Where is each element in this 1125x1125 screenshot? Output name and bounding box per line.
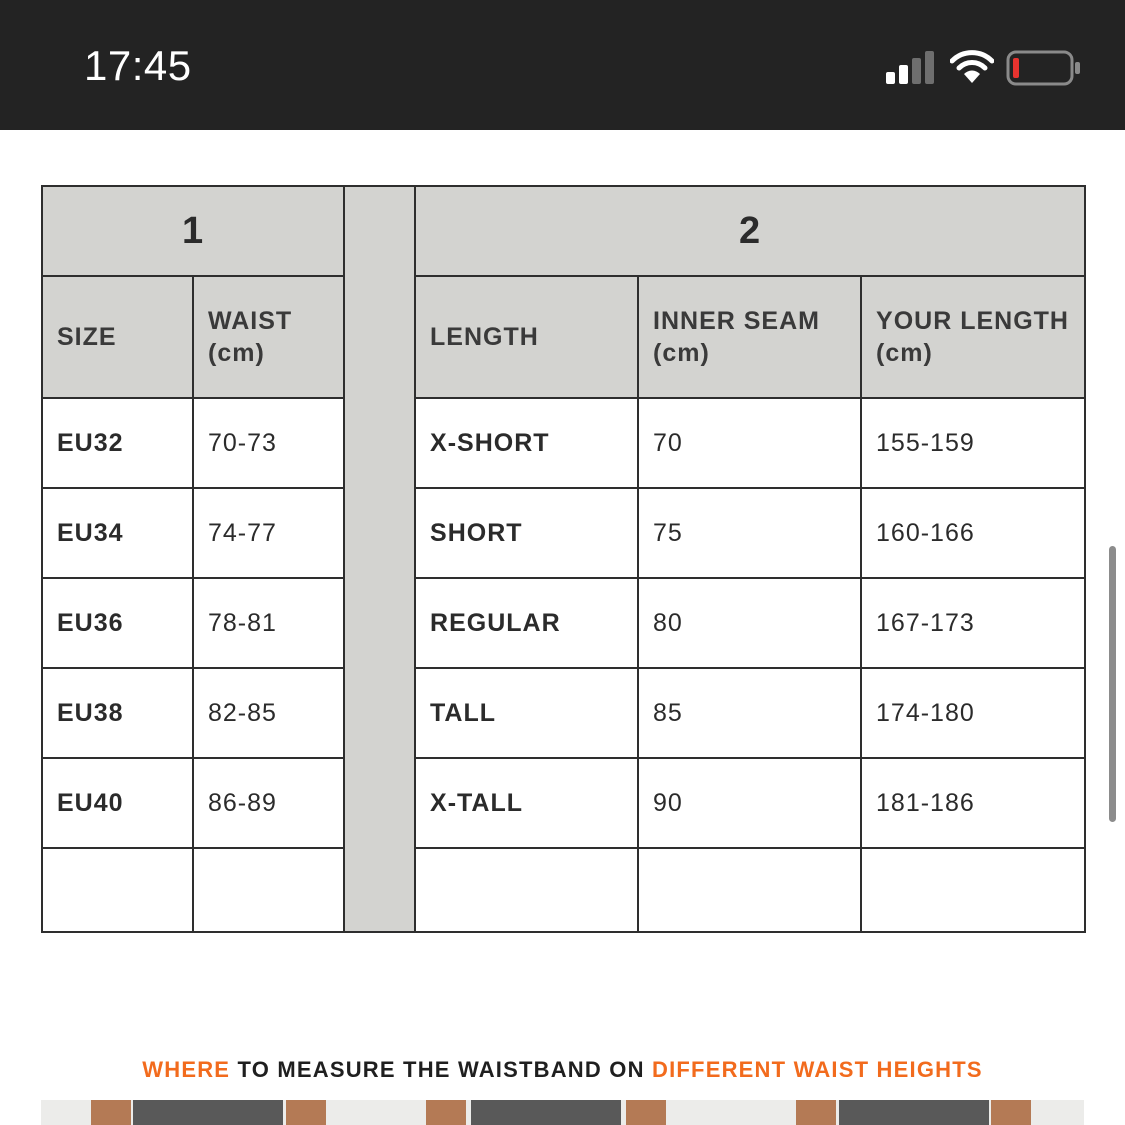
size-cell: EU38 — [42, 668, 193, 758]
waist-column-header: WAIST (cm) — [193, 276, 344, 398]
length-cell: X-TALL — [415, 758, 638, 848]
model-photo-high-waist — [81, 1100, 341, 1125]
empty-cell — [42, 848, 193, 932]
size-cell: EU36 — [42, 578, 193, 668]
column-header-row — [42, 276, 1085, 398]
empty-cell — [861, 848, 1085, 932]
size-cell: EU40 — [42, 758, 193, 848]
empty-cell — [415, 848, 638, 932]
group-2-header: 2 — [415, 186, 1085, 276]
waist-cell: 78-81 — [193, 578, 344, 668]
length-cell: REGULAR — [415, 578, 638, 668]
size-column-header: SIZE — [42, 276, 193, 398]
size-chart-table — [41, 185, 1086, 933]
your-length-column-header: YOUR LENGTH (cm) — [861, 276, 1085, 398]
column-divider — [344, 186, 415, 932]
battery-low-icon — [1006, 50, 1082, 86]
inner-seam-cell: 90 — [638, 758, 861, 848]
empty-cell — [638, 848, 861, 932]
length-cell: TALL — [415, 668, 638, 758]
length-cell: SHORT — [415, 488, 638, 578]
waist-cell: 70-73 — [193, 398, 344, 488]
page-scrollbar[interactable] — [1109, 546, 1116, 822]
caption-accent-where: WHERE — [142, 1057, 231, 1082]
caption-accent-heights: DIFFERENT WAIST HEIGHTS — [652, 1057, 983, 1082]
inner-seam-cell: 70 — [638, 398, 861, 488]
waist-height-photo-strip — [41, 1100, 1084, 1125]
size-cell: EU32 — [42, 398, 193, 488]
table-row — [42, 758, 1085, 848]
size-cell: EU34 — [42, 488, 193, 578]
wifi-icon — [950, 49, 994, 85]
inner-seam-cell: 75 — [638, 488, 861, 578]
inner-seam-cell: 85 — [638, 668, 861, 758]
table-row — [42, 488, 1085, 578]
model-photo-mid-waist — [416, 1100, 676, 1125]
waist-cell: 82-85 — [193, 668, 344, 758]
cellular-signal-icon — [886, 50, 940, 84]
empty-cell — [193, 848, 344, 932]
inner-seam-cell: 80 — [638, 578, 861, 668]
table-row — [42, 578, 1085, 668]
your-length-cell: 167-173 — [861, 578, 1085, 668]
table-row — [42, 398, 1085, 488]
waist-cell: 74-77 — [193, 488, 344, 578]
your-length-cell: 181-186 — [861, 758, 1085, 848]
your-length-cell: 174-180 — [861, 668, 1085, 758]
waistband-measure-caption — [0, 1057, 1125, 1083]
status-bar — [0, 0, 1125, 130]
model-photo-low-waist — [791, 1100, 1051, 1125]
length-cell: X-SHORT — [415, 398, 638, 488]
clock-time: 17:45 — [84, 42, 192, 89]
empty-table-row — [42, 848, 1085, 932]
your-length-cell: 155-159 — [861, 398, 1085, 488]
length-column-header: LENGTH — [415, 276, 638, 398]
group-header-row — [42, 186, 1085, 276]
your-length-cell: 160-166 — [861, 488, 1085, 578]
waist-cell: 86-89 — [193, 758, 344, 848]
table-row — [42, 668, 1085, 758]
group-1-header: 1 — [42, 186, 344, 276]
inner-seam-column-header: INNER SEAM (cm) — [638, 276, 861, 398]
caption-middle: TO MEASURE THE WAISTBAND ON — [230, 1057, 653, 1082]
